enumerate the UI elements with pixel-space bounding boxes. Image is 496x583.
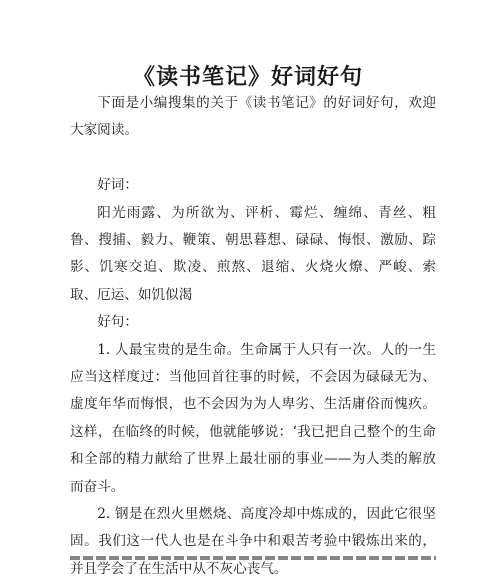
document-body — [70, 90, 436, 583]
sentences-heading: 好句： — [97, 314, 138, 331]
paragraph-spacer — [70, 145, 436, 172]
cut-off-text-line — [70, 552, 436, 561]
words-heading: 好词： — [97, 177, 138, 194]
page-title: 《读书笔记》好词好句 — [132, 64, 363, 90]
intro-paragraph: 下面是小编搜集的关于《读书笔记》的好词好句，欢迎大家阅读。 — [70, 95, 436, 139]
cut-off-line-fragment — [70, 556, 436, 560]
sentence-paragraph-1: 1. 人最宝贵的是生命。生命属于人只有一次。人的一生应当这样度过：当他回首往事的时候，不会因为碌碌无为、虚度年华而悔恨，也不会因为为人卑劣、生活庸俗而愧疚。这样，在临终的时候，他就能够说：‘我已把自己整个的生命和全部的精力献给了世界上最壮丽的事业——为人类的解放而奋斗。 — [70, 341, 436, 495]
sentence-paragraph-2: 2. 钢是在烈火里燃烧、高度冷却中炼成的，因此它很坚固。我们这一代人也是在斗争中和艰苦考验中锻炼出来的，并且学会了在生活中从不灰心丧气。 — [70, 506, 436, 577]
words-paragraph: 阳光雨露、为所欲为、评析、霉烂、缠绵、青丝、粗鲁、搜捕、毅力、鞭策、朝思暮想、碌碌、悔恨、激励、踪影、饥寒交迫、欺凌、煎熬、退缩、火烧火燎、严峻、索取、厄运、如饥似渴 — [70, 204, 436, 303]
